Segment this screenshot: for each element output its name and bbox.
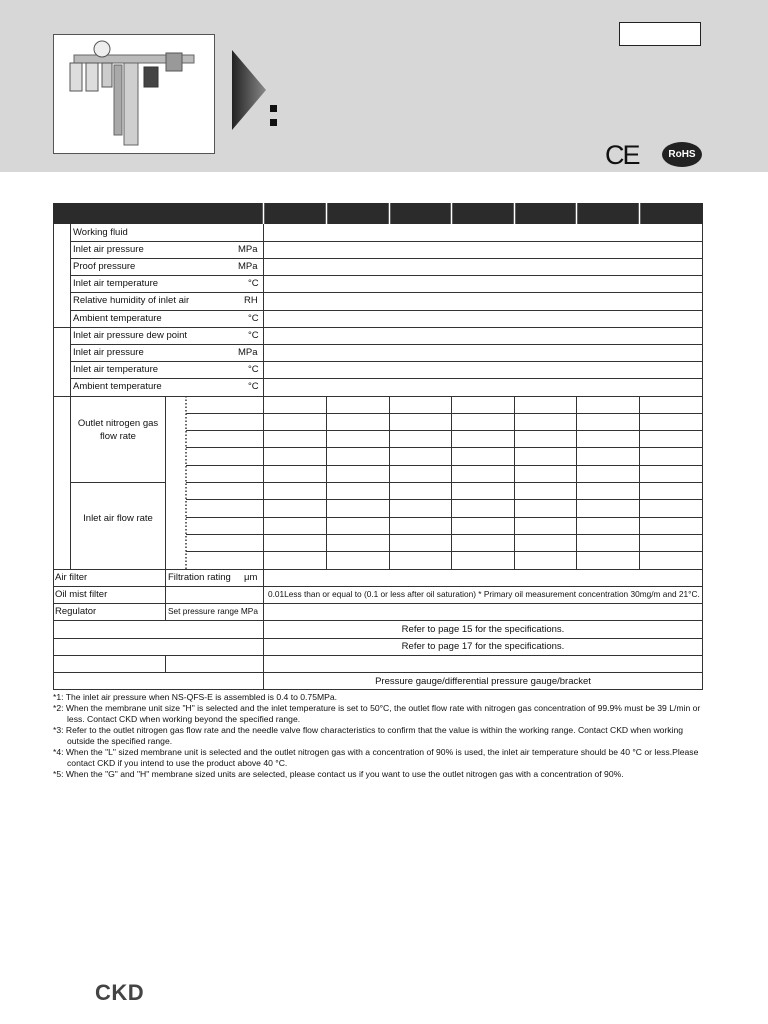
row-humidity-label: Relative humidity of inlet air	[73, 295, 190, 306]
rohs-mark: RoHS	[662, 142, 702, 167]
row-inlet-pressure-2-unit: MPa	[238, 347, 258, 358]
regulator-label: Regulator	[55, 606, 97, 617]
row-ambient-temp-unit: °C	[248, 313, 259, 324]
row-inlet-pressure-label: Inlet air pressure	[73, 244, 144, 255]
filtration-rating-unit: μm	[244, 572, 258, 583]
row-ambient-temp-label: Ambient temperature	[73, 313, 162, 324]
oil-mist-filter-value: 0.01Less than or equal to (0.1 or less after oil saturation) * Primary oil measurement concentration 30mg/m and 21°C.	[268, 589, 700, 599]
row-humidity-unit: RH	[244, 295, 258, 306]
footnote-2: *2: When the membrane unit size "H" is selected and the inlet temperature is set to 50°C, the outlet flow rate with nitrogen gas concentration of 99.9% must be 39 L/min or less. Contact CKD when working beyond the specified range.	[53, 703, 701, 724]
row-inlet-temp-2-label: Inlet air temperature	[73, 364, 159, 375]
row-inlet-temp-unit: °C	[248, 278, 259, 289]
row-proof-pressure-label: Proof pressure	[73, 261, 136, 272]
footnote-3: *3: Refer to the outlet nitrogen gas flow rate and the needle valve flow characteristics to confirm that the value is within the working range. Contact CKD when working outside the specified range.	[53, 725, 684, 746]
row-inlet-temp-label: Inlet air temperature	[73, 278, 159, 289]
inlet-flow-rate-label: Inlet air flow rate	[83, 513, 153, 524]
air-filter-label: Air filter	[55, 572, 88, 583]
row-working-fluid-label: Working fluid	[73, 227, 128, 238]
row-inlet-pressure-2-label: Inlet air pressure	[73, 347, 144, 358]
row-inlet-pressure-unit: MPa	[238, 244, 258, 255]
refer-page-17: Refer to page 17 for the specifications.	[401, 641, 565, 652]
footnote-1: *1: The inlet air pressure when NS-QFS-E is assembled is 0.4 to 0.75MPa.	[53, 692, 338, 702]
filtration-rating-label: Filtration rating	[168, 572, 231, 583]
ckd-logo: CKD	[95, 980, 145, 1005]
oil-mist-filter-label: Oil mist filter	[55, 589, 108, 600]
row-proof-pressure-unit: MPa	[238, 261, 258, 272]
ce-mark: CE	[605, 140, 639, 170]
footnote-5: *5: When the "G" and "H" membrane sized units are selected, please contact us if you want to use the outlet nitrogen gas with a concentration of 90%.	[53, 769, 624, 779]
outlet-flow-rate-label: Outlet nitrogen gas flow rate	[77, 418, 159, 442]
row-inlet-temp-2-unit: °C	[248, 364, 259, 375]
row-ambient-temp-2-unit: °C	[248, 381, 259, 392]
row-dew-point-unit: °C	[248, 330, 259, 341]
accessories-value: Pressure gauge/differential pressure gauge/bracket	[375, 676, 591, 687]
footnote-4: *4: When the "L" sized membrane unit is selected and the outlet nitrogen gas with a concentration of 90% is used, the inlet air temperature should be 40 °C or less.Please contact CKD if you intend to use the product above 40 °C.	[53, 747, 699, 768]
row-ambient-temp-2-label: Ambient temperature	[73, 381, 162, 392]
row-dew-point-label: Inlet air pressure dew point	[73, 330, 188, 341]
footnotes	[53, 692, 703, 780]
refer-page-15: Refer to page 15 for the specifications.	[401, 624, 565, 635]
set-pressure-range-label: Set pressure range MPa	[168, 606, 258, 616]
